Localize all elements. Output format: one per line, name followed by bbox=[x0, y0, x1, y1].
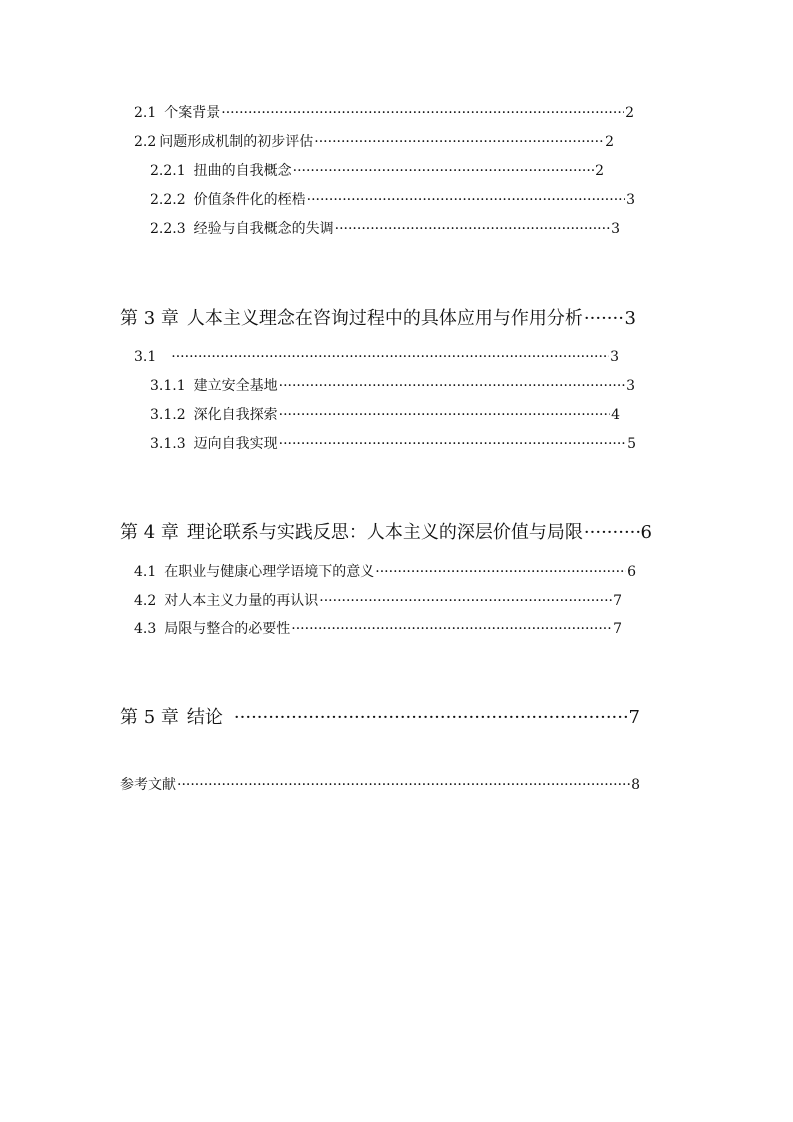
dot-leader bbox=[307, 193, 625, 207]
dot-leader bbox=[221, 106, 624, 120]
toc-entry-label: 2.2.1 扭曲的自我概念 bbox=[150, 163, 292, 179]
toc-page-number: 2 bbox=[595, 163, 604, 179]
toc-page-number: 6 bbox=[640, 522, 652, 543]
dot-leader bbox=[319, 594, 612, 608]
toc-page-number: 3 bbox=[611, 221, 620, 237]
toc-entry-label: 3.1.2 深化自我探索 bbox=[150, 407, 278, 423]
toc-chapter-4[interactable] bbox=[120, 524, 652, 542]
toc-page-number: 6 bbox=[627, 564, 636, 580]
dot-leader bbox=[584, 524, 640, 542]
toc-page-number: 7 bbox=[628, 707, 640, 728]
toc-page-number: 3 bbox=[624, 308, 636, 329]
toc-page-number: 3 bbox=[610, 349, 619, 365]
toc-entry-2-2-1[interactable] bbox=[150, 164, 604, 178]
toc-entry-3-1-1[interactable] bbox=[150, 379, 635, 393]
toc-chapter-label: 第 3 章 人本主义理念在咨询过程中的具体应用与作用分析 bbox=[120, 308, 583, 329]
toc-entry-3-1-2[interactable] bbox=[150, 408, 620, 422]
toc-entry-label: 2.2.3 经验与自我概念的失调 bbox=[150, 221, 334, 237]
toc-page-number: 4 bbox=[611, 407, 620, 423]
toc-chapter-label: 第 4 章 理论联系与实践反思：人本主义的深层价值与局限 bbox=[120, 522, 583, 543]
toc-page-number: 5 bbox=[627, 436, 636, 452]
toc-entry-3-1-3[interactable] bbox=[150, 437, 636, 451]
toc-entry-2-2-3[interactable] bbox=[150, 222, 620, 236]
toc-references[interactable] bbox=[120, 778, 640, 792]
toc-entry-label: 3.1.3 迈向自我实现 bbox=[150, 436, 278, 452]
toc-entry-2-2-2[interactable] bbox=[150, 193, 635, 207]
toc-entry-4-2[interactable] bbox=[134, 594, 622, 608]
toc-entry-label: 2.1 个案背景 bbox=[134, 105, 221, 121]
toc-chapter-label: 第 5 章 结论 bbox=[120, 707, 223, 728]
dot-leader bbox=[279, 408, 610, 422]
toc-entry-label: 2.2 问题形成机制的初步评估 bbox=[134, 134, 314, 150]
toc-page-number: 3 bbox=[626, 192, 635, 208]
toc-entry-2-1[interactable] bbox=[134, 106, 634, 120]
toc-chapter-3[interactable] bbox=[120, 310, 636, 328]
dot-leader bbox=[234, 709, 628, 727]
dot-leader bbox=[314, 135, 604, 149]
toc-entry-2-2[interactable] bbox=[134, 135, 614, 149]
dot-leader bbox=[375, 565, 626, 579]
toc-entry-label: 4.2 对人本主义力量的再认识 bbox=[134, 593, 319, 609]
toc-page-number: 7 bbox=[613, 621, 622, 637]
toc-entry-label: 3.1.1 建立安全基地 bbox=[150, 378, 278, 394]
dot-leader bbox=[177, 778, 630, 792]
dot-leader bbox=[584, 310, 624, 328]
toc-entry-4-1[interactable] bbox=[134, 565, 636, 579]
toc-page-number: 2 bbox=[625, 105, 634, 121]
toc-page-number: 3 bbox=[626, 378, 635, 394]
dot-leader bbox=[279, 379, 625, 393]
dot-leader bbox=[291, 622, 612, 636]
toc-entry-4-3[interactable] bbox=[134, 622, 622, 636]
toc-page-number: 8 bbox=[631, 777, 640, 793]
dot-leader bbox=[335, 222, 610, 236]
toc-entry-label: 参考文献 bbox=[120, 777, 176, 793]
dot-leader bbox=[171, 350, 609, 364]
toc-page-number: 2 bbox=[605, 134, 614, 150]
toc-entry-label: 4.3 局限与整合的必要性 bbox=[134, 621, 291, 637]
toc-entry-label: 2.2.2 价值条件化的桎梏 bbox=[150, 192, 306, 208]
toc-chapter-5[interactable] bbox=[120, 709, 640, 727]
toc-entry-label: 4.1 在职业与健康心理学语境下的意义 bbox=[134, 564, 375, 580]
toc-page-number: 7 bbox=[613, 593, 622, 609]
toc-entry-3-1[interactable] bbox=[134, 350, 619, 364]
dot-leader bbox=[279, 437, 626, 451]
dot-leader bbox=[293, 164, 594, 178]
toc-entry-label: 3.1 bbox=[134, 349, 157, 365]
